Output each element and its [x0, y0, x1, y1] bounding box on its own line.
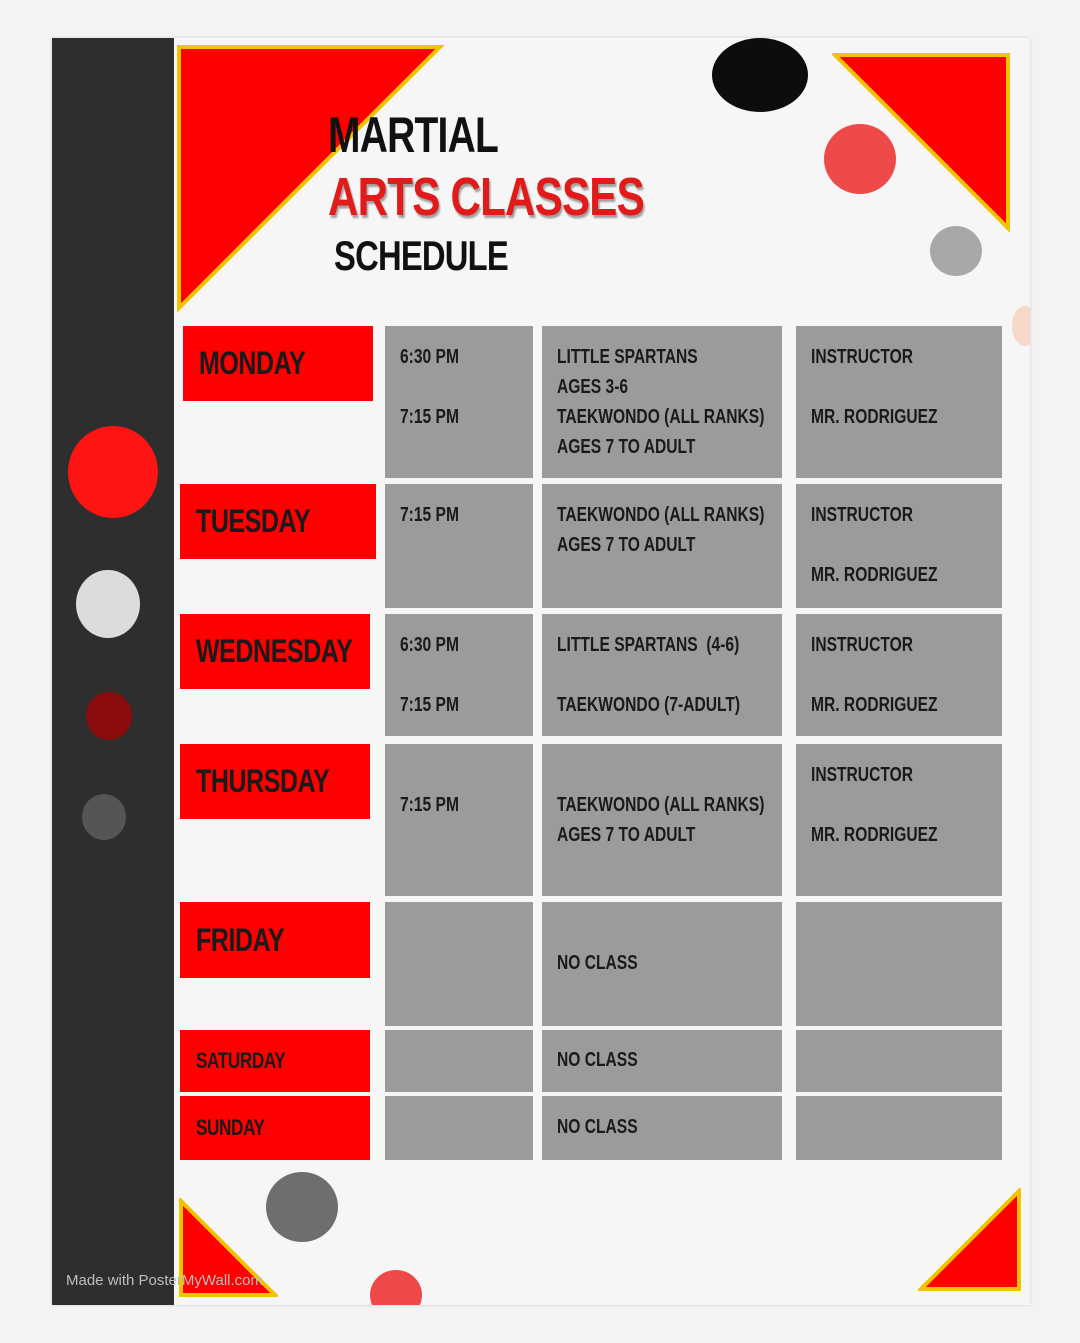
- peach-splat: [1012, 306, 1030, 346]
- bottom-gray-splat: [266, 1172, 338, 1242]
- class-cell-thursday: [542, 744, 782, 896]
- class-text: LITTLE SPARTANS (4-6): [557, 634, 740, 656]
- black-splat: [712, 38, 808, 112]
- class-text: AGES 3-6: [557, 376, 629, 398]
- instructor-cell-saturday: [796, 1030, 1002, 1092]
- time-cell-tuesday: [385, 484, 533, 608]
- day-label-sunday: SUNDAY: [180, 1096, 370, 1160]
- class-text: TAEKWONDO (ALL RANKS): [557, 504, 765, 526]
- instructor-label: INSTRUCTOR: [811, 346, 913, 368]
- class-text: TAEKWONDO (7-ADULT): [557, 694, 741, 716]
- day-label-thursday: THURSDAY: [180, 744, 370, 819]
- time-text: 7:15 PM: [400, 504, 459, 526]
- time-cell-monday: [385, 326, 533, 478]
- instructor-cell-wednesday: [796, 614, 1002, 736]
- class-text: TAEKWONDO (ALL RANKS): [557, 406, 765, 428]
- time-cell-wednesday: [385, 614, 533, 736]
- class-text: NO CLASS: [557, 952, 638, 974]
- instructor-cell-monday: [796, 326, 1002, 478]
- instructor-name: MR. RODRIGUEZ: [811, 694, 938, 716]
- title-line-3: SCHEDULE: [334, 232, 508, 279]
- class-text: LITTLE SPARTANS: [557, 346, 698, 368]
- red-splat: [824, 124, 896, 194]
- bottom-right-triangle: [918, 1188, 1022, 1292]
- sidebar-strip: [52, 38, 174, 1305]
- sidebar-darkred-splat: [86, 692, 132, 740]
- class-text: AGES 7 TO ADULT: [557, 824, 696, 846]
- title-line-2: ARTS CLASSES: [328, 167, 644, 227]
- instructor-cell-friday: [796, 902, 1002, 1026]
- day-label-wednesday: WEDNESDAY: [180, 614, 370, 689]
- sidebar-red-splat: [68, 426, 158, 518]
- sidebar-white-splat: [76, 570, 140, 638]
- day-label-saturday: SATURDAY: [180, 1030, 370, 1092]
- time-text: 7:15 PM: [400, 794, 459, 816]
- instructor-label: INSTRUCTOR: [811, 504, 913, 526]
- instructor-name: MR. RODRIGUEZ: [811, 564, 938, 586]
- bottom-red-splat: [370, 1270, 422, 1305]
- class-cell-saturday: [542, 1030, 782, 1092]
- time-cell-friday: [385, 902, 533, 1026]
- instructor-label: INSTRUCTOR: [811, 764, 913, 786]
- time-cell-saturday: [385, 1030, 533, 1092]
- class-text: AGES 7 TO ADULT: [557, 436, 696, 458]
- instructor-cell-sunday: [796, 1096, 1002, 1160]
- day-label-friday: FRIDAY: [180, 902, 370, 978]
- time-cell-thursday: [385, 744, 533, 896]
- instructor-name: MR. RODRIGUEZ: [811, 406, 938, 428]
- class-cell-tuesday: [542, 484, 782, 608]
- class-cell-friday: [542, 902, 782, 1026]
- class-text: NO CLASS: [557, 1049, 638, 1071]
- class-text: TAEKWONDO (ALL RANKS): [557, 794, 765, 816]
- class-text: NO CLASS: [557, 1116, 638, 1138]
- day-label-tuesday: TUESDAY: [180, 484, 376, 559]
- time-text: 6:30 PM: [400, 346, 459, 368]
- title-line-1: MARTIAL: [328, 107, 499, 163]
- instructor-label: INSTRUCTOR: [811, 634, 913, 656]
- gray-splat: [930, 226, 982, 276]
- time-text: 7:15 PM: [400, 406, 459, 428]
- instructor-name: MR. RODRIGUEZ: [811, 824, 938, 846]
- poster: [52, 38, 1030, 1305]
- time-cell-sunday: [385, 1096, 533, 1160]
- class-cell-monday: [542, 326, 782, 478]
- instructor-cell-thursday: [796, 744, 1002, 896]
- sidebar-gray-splat: [82, 794, 126, 840]
- time-text: 7:15 PM: [400, 694, 459, 716]
- class-cell-sunday: [542, 1096, 782, 1160]
- class-cell-wednesday: [542, 614, 782, 736]
- day-label-monday: MONDAY: [183, 326, 373, 401]
- watermark: Made with PosterMyWall.com: [66, 1272, 263, 1289]
- time-text: 6:30 PM: [400, 634, 459, 656]
- class-text: AGES 7 TO ADULT: [557, 534, 696, 556]
- instructor-cell-tuesday: [796, 484, 1002, 608]
